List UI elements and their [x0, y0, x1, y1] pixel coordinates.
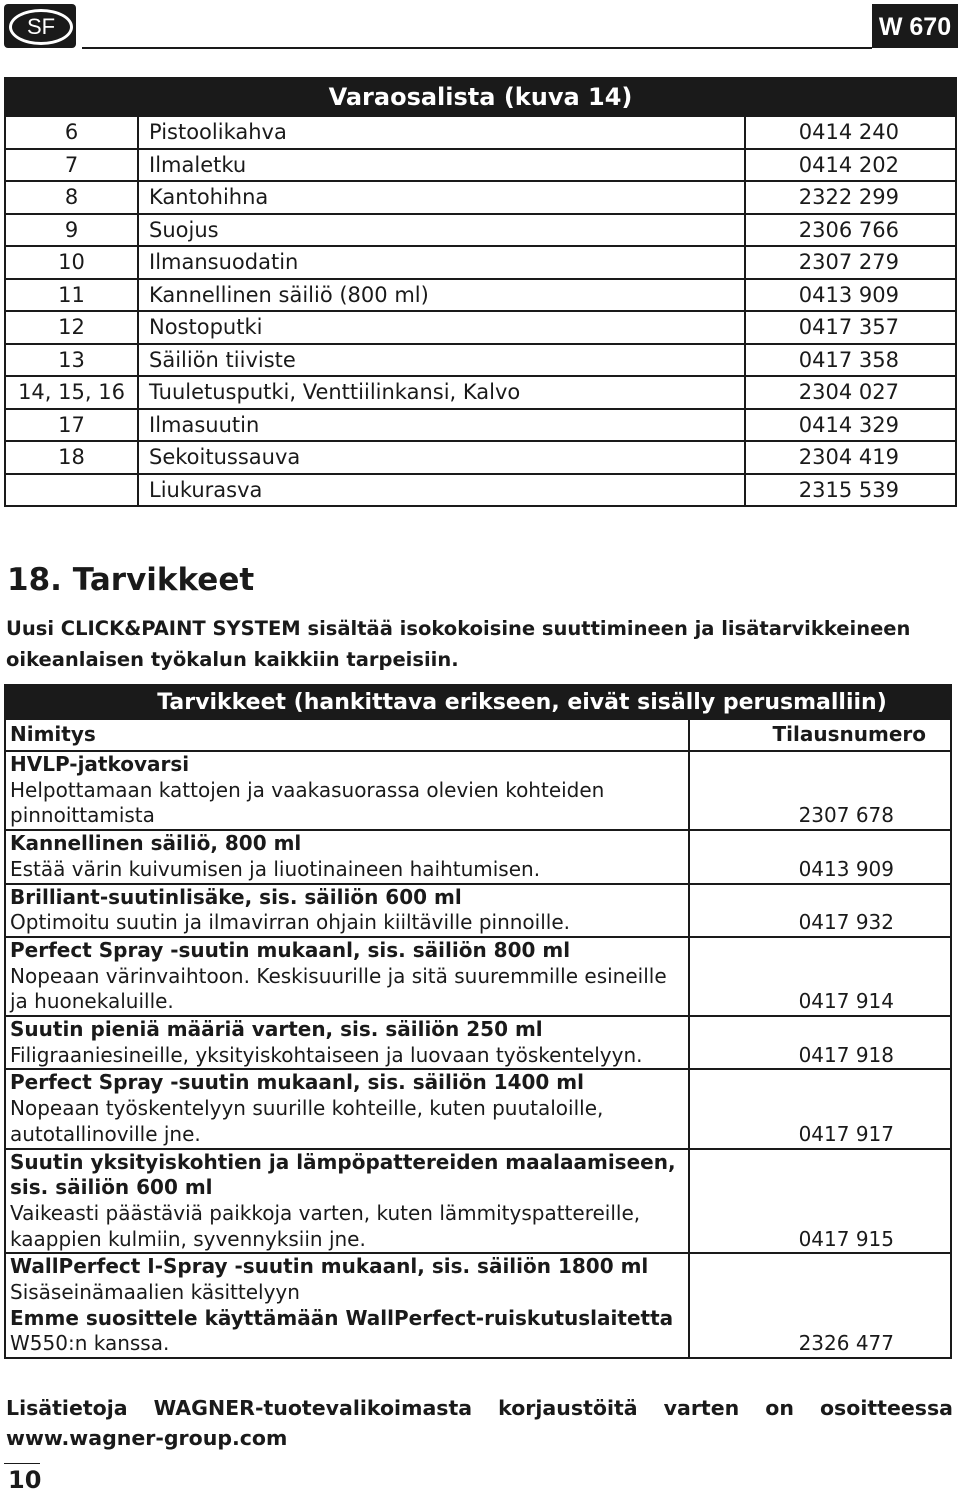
part-name: Ilmasuutin: [138, 409, 745, 442]
accessory-description: Nopeaan värinvaihtoon. Keskisuurille ja sitä suuremmille esineille ja huonekaluille.: [10, 963, 667, 1014]
accessory-description: Vaikeasti päästäviä paikkoja varten, kuten lämmityspattereille, kaappien kulmiin, syvennyksiin jne.: [10, 1200, 641, 1251]
part-code: 2322 299: [745, 181, 956, 214]
part-number: 17: [5, 409, 138, 442]
part-number: 6: [5, 116, 138, 149]
accessory-description-end: W550:n kanssa.: [10, 1331, 170, 1356]
accessory-cell: [5, 1069, 689, 1148]
part-number: 8: [5, 181, 138, 214]
part-number: 12: [5, 311, 138, 344]
part-name: Tuuletusputki, Venttiilinkansi, Kalvo: [138, 376, 745, 409]
accessory-description: Sisäseinämaalien käsittelyyn: [10, 1280, 300, 1305]
part-name: Kantohihna: [138, 181, 745, 214]
accessory-description: Estää värin kuivumisen ja liuotinaineen haihtumisen.: [10, 856, 541, 881]
part-name: Säiliön tiiviste: [138, 344, 745, 377]
part-number: 7: [5, 149, 138, 182]
part-name: Nostoputki: [138, 311, 745, 344]
part-number: 14, 15, 16: [5, 376, 138, 409]
table-row: [5, 344, 956, 377]
table-row: [5, 149, 956, 182]
part-code: 0417 357: [745, 311, 956, 344]
part-name: Kannellinen säiliö (800 ml): [138, 279, 745, 312]
accessory-code: 0413 909: [689, 830, 951, 883]
table-row: [5, 1069, 951, 1148]
part-code: 0417 358: [745, 344, 956, 377]
accessory-description: Helpottamaan kattojen ja vaakasuorassa olevien kohteiden pinnoittamista: [10, 777, 605, 828]
column-code-header: Tilausnumero: [689, 719, 951, 751]
part-name: Pistoolikahva: [138, 116, 745, 149]
accessory-cell: [5, 1016, 689, 1069]
table-row: [5, 376, 956, 409]
table-row: [5, 1253, 951, 1358]
accessory-code: 0417 917: [689, 1069, 951, 1148]
accessory-title: Perfect Spray -suutin mukaanl, sis. säiliön 800 ml: [10, 937, 571, 962]
table-row: [5, 441, 956, 474]
table-row: [5, 1016, 951, 1069]
column-name-header: Nimitys: [5, 719, 689, 751]
accessory-title: Suutin yksityiskohtien ja lämpöpattereiden maalaamiseen, sis. säiliön 600 ml: [10, 1149, 676, 1200]
table-row: [5, 181, 956, 214]
footer-url[interactable]: www.wagner-group.com: [6, 1426, 288, 1450]
table-row: [5, 1149, 951, 1254]
table-row: [5, 474, 956, 507]
accessory-cell: [5, 884, 689, 937]
table-row: [5, 246, 956, 279]
accessory-cell: [5, 1253, 689, 1358]
page-number: 10: [8, 1466, 42, 1494]
accessory-cell: [5, 937, 689, 1016]
footer-text: Lisätietoja WAGNER-tuotevalikoimasta korjaustöitä varten on osoitteessa: [6, 1396, 953, 1420]
accessory-description: Optimoitu suutin ja ilmavirran ohjain kiiltäville pinnoille.: [10, 910, 570, 935]
accessory-code: 0417 932: [689, 884, 951, 937]
accessory-description: Filigraaniesineille, yksityiskohtaiseen ja luovaan työskentelyyn.: [10, 1042, 643, 1067]
accessory-cell: [5, 751, 689, 830]
part-number: 18: [5, 441, 138, 474]
parts-list-body: [5, 116, 956, 506]
parts-list-title: Varaosalista (kuva 14): [5, 78, 956, 116]
accessory-cell: [5, 1149, 689, 1254]
accessories-table: [4, 684, 952, 1359]
part-number: 10: [5, 246, 138, 279]
accessory-description: Nopeaan työskentelyyn suurille kohteille, kuten puutaloille, autotallinoville jne.: [10, 1096, 604, 1146]
part-name: Ilmaletku: [138, 149, 745, 182]
accessories-column-header: [5, 719, 951, 751]
table-row: [5, 884, 951, 937]
part-code: 2304 419: [745, 441, 956, 474]
parts-list-table: [4, 77, 957, 507]
accessory-title: Suutin pieniä määriä varten, sis. säiliön 250 ml: [10, 1017, 543, 1042]
table-row: [5, 409, 956, 442]
part-name: Liukurasva: [138, 474, 745, 507]
accessory-title: Brilliant-suutinlisäke, sis. säiliön 600 ml: [10, 884, 462, 909]
part-code: 0414 329: [745, 409, 956, 442]
header-rule: [82, 47, 872, 49]
logo-text: SF: [9, 9, 73, 45]
part-code: 0413 909: [745, 279, 956, 312]
model-badge: W 670: [872, 4, 958, 48]
brand-logo: [4, 4, 76, 48]
part-name: Ilmansuodatin: [138, 246, 745, 279]
part-number: 9: [5, 214, 138, 247]
accessory-code: 2326 477: [689, 1253, 951, 1358]
accessory-code: 2307 678: [689, 751, 951, 830]
accessory-cell: [5, 830, 689, 883]
part-number: [5, 474, 138, 507]
part-number: 13: [5, 344, 138, 377]
accessory-title: HVLP-jatkovarsi: [10, 752, 190, 776]
table-row: [5, 116, 956, 149]
table-row: [5, 279, 956, 312]
accessories-title: Tarvikkeet (hankittava erikseen, eivät sisälly perusmalliin): [5, 685, 951, 719]
table-row: [5, 830, 951, 883]
table-row: [5, 937, 951, 1016]
part-code: 2306 766: [745, 214, 956, 247]
accessory-title: Perfect Spray -suutin mukaanl, sis. säiliön 1400 ml: [10, 1070, 584, 1095]
part-number: 11: [5, 279, 138, 312]
table-row: [5, 311, 956, 344]
table-row: [5, 214, 956, 247]
part-code: 0414 202: [745, 149, 956, 182]
part-code: 2304 027: [745, 376, 956, 409]
accessory-code: 0417 915: [689, 1149, 951, 1254]
part-code: 0414 240: [745, 116, 956, 149]
section-heading: 18. Tarvikkeet: [7, 562, 255, 598]
accessory-title: WallPerfect I-Spray -suutin mukaanl, sis. säiliön 1800 ml: [10, 1254, 649, 1279]
page-number-rule: [4, 1463, 40, 1464]
accessory-code: 0417 918: [689, 1016, 951, 1069]
accessories-body: [5, 719, 951, 1358]
accessory-code: 0417 914: [689, 937, 951, 1016]
accessory-title: Kannellinen säiliö, 800 ml: [10, 831, 302, 856]
section-intro: Uusi CLICK&PAINT SYSTEM sisältää isokokoisine suuttimineen ja lisätarvikkeineen oikeanlaisen työkalun kaikkiin tarpeisiin.: [6, 617, 911, 671]
part-name: Suojus: [138, 214, 745, 247]
accessory-note: Emme suosittele käyttämään WallPerfect-ruiskutuslaitetta: [10, 1305, 674, 1330]
part-code: 2307 279: [745, 246, 956, 279]
part-code: 2315 539: [745, 474, 956, 507]
part-name: Sekoitussauva: [138, 441, 745, 474]
table-row: [5, 751, 951, 830]
